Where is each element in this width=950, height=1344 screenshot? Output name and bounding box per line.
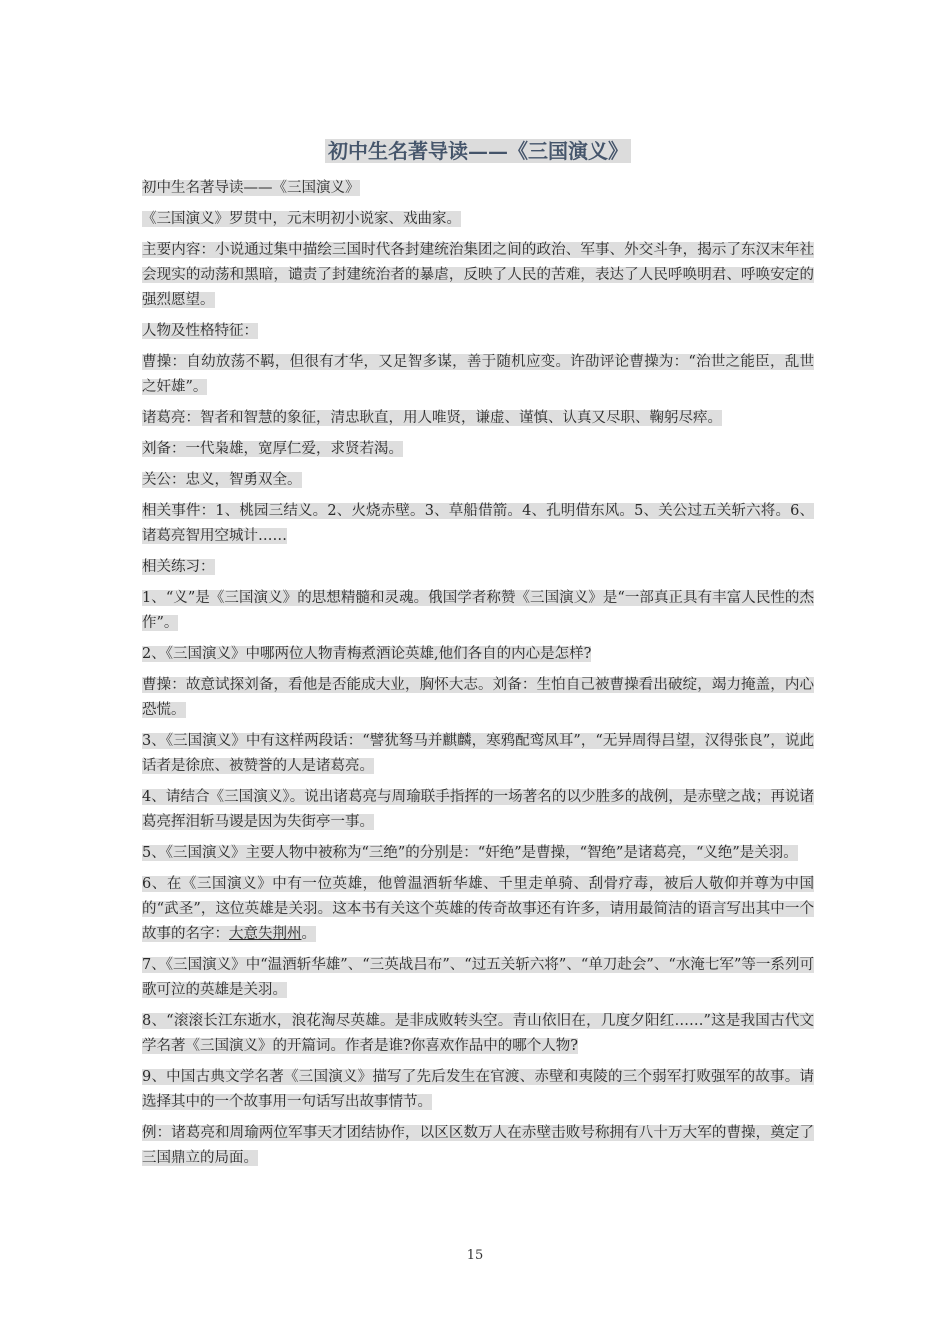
- paragraph: 3、《三国演义》中有这样两段话：“譬犹驽马并麒麟，寒鸦配鸾凤耳”，“无异周得吕望，汉得张良”，说此话者是徐庶、被赞誉的人是诸葛亮。: [142, 733, 814, 774]
- paragraph: 相关练习：: [142, 559, 215, 575]
- paragraph: 1、“义”是《三国演义》的思想精髓和灵魂。俄国学者称赞《三国演义》是“一部真正具有丰富人民性的杰作”。: [142, 590, 814, 631]
- paragraph: 6、在《三国演义》中有一位英雄，他曾温酒斩华雄、千里走单骑、刮骨疗毒，被后人敬仰并尊为中国的“武圣”，这位英雄是关羽。这本书有关这个英雄的传奇故事还有许多，请用最简洁的语言写出其中一个故事的名字：大意失荆州。: [142, 876, 814, 942]
- document-title: 初中生名著导读——《三国演义》: [142, 137, 814, 165]
- paragraph: 曹操：故意试探刘备，看他是否能成大业，胸怀大志。刘备：生怕自己被曹操看出破绽，竭力掩盖，内心恐慌。: [142, 677, 814, 718]
- paragraph: 2、《三国演义》中哪两位人物青梅煮酒论英雄,他们各自的内心是怎样?: [142, 646, 592, 662]
- paragraph: 曹操：自幼放荡不羁，但很有才华，又足智多谋，善于随机应变。许劭评论曹操为：“治世之能臣，乱世之奸雄”。: [142, 354, 814, 395]
- paragraph: 相关事件：1、桃园三结义。2、火烧赤壁。3、草船借箭。4、孔明借东风。5、关公过五关斩六将。6、诸葛亮智用空城计……: [142, 503, 814, 544]
- paragraph: 诸葛亮：智者和智慧的象征，清忠耿直，用人唯贤，谦虚、谨慎、认真又尽职、鞠躬尽瘁。: [142, 410, 722, 426]
- paragraph: 4、请结合《三国演义》。说出诸葛亮与周瑜联手指挥的一场著名的以少胜多的战例，是赤壁之战；再说诸葛亮挥泪斩马谡是因为失街亭一事。: [142, 789, 814, 830]
- page-number: 15: [466, 1248, 484, 1263]
- paragraph: 主要内容：小说通过集中描绘三国时代各封建统治集团之间的政治、军事、外交斗争，揭示了东汉末年社会现实的动荡和黑暗，谴责了封建统治者的暴虐，反映了人民的苦难，表达了人民呼唤明君、呼唤安定的强烈愿望。: [142, 242, 814, 308]
- paragraph: 8、“滚滚长江东逝水，浪花淘尽英雄。是非成败转头空。青山依旧在，几度夕阳红……”这是我国古代文学名著《三国演义》的开篇词。作者是谁?你喜欢作品中的哪个人物?: [142, 1013, 814, 1054]
- paragraph: 《三国演义》罗贯中，元末明初小说家、戏曲家。: [142, 211, 461, 227]
- underlined-answer: 大意失荆州: [229, 926, 302, 942]
- paragraph: 9、中国古典文学名著《三国演义》描写了先后发生在官渡、赤壁和夷陵的三个弱军打败强军的故事。请选择其中的一个故事用一句话写出故事情节。: [142, 1069, 814, 1110]
- paragraph: 例：诸葛亮和周瑜两位军事天才团结协作，以区区数万人在赤壁击败号称拥有八十万大军的曹操，奠定了三国鼎立的局面。: [142, 1125, 814, 1166]
- paragraph: 刘备：一代枭雄，宽厚仁爱，求贤若渴。: [142, 441, 403, 457]
- paragraph: 初中生名著导读——《三国演义》: [142, 180, 360, 196]
- paragraph: 7、《三国演义》中“温酒斩华雄”、“三英战吕布”、“过五关斩六将”、“单刀赴会”、“水淹七军”等一系列可歌可泣的英雄是关羽。: [142, 957, 814, 998]
- paragraph-list: [142, 176, 814, 1177]
- paragraph: 5、《三国演义》主要人物中被称为“三绝”的分别是：“奸绝”是曹操，“智绝”是诸葛亮，“义绝”是关羽。: [142, 845, 798, 861]
- paragraph: 关公：忠义，智勇双全。: [142, 472, 302, 488]
- paragraph: 人物及性格特征：: [142, 323, 258, 339]
